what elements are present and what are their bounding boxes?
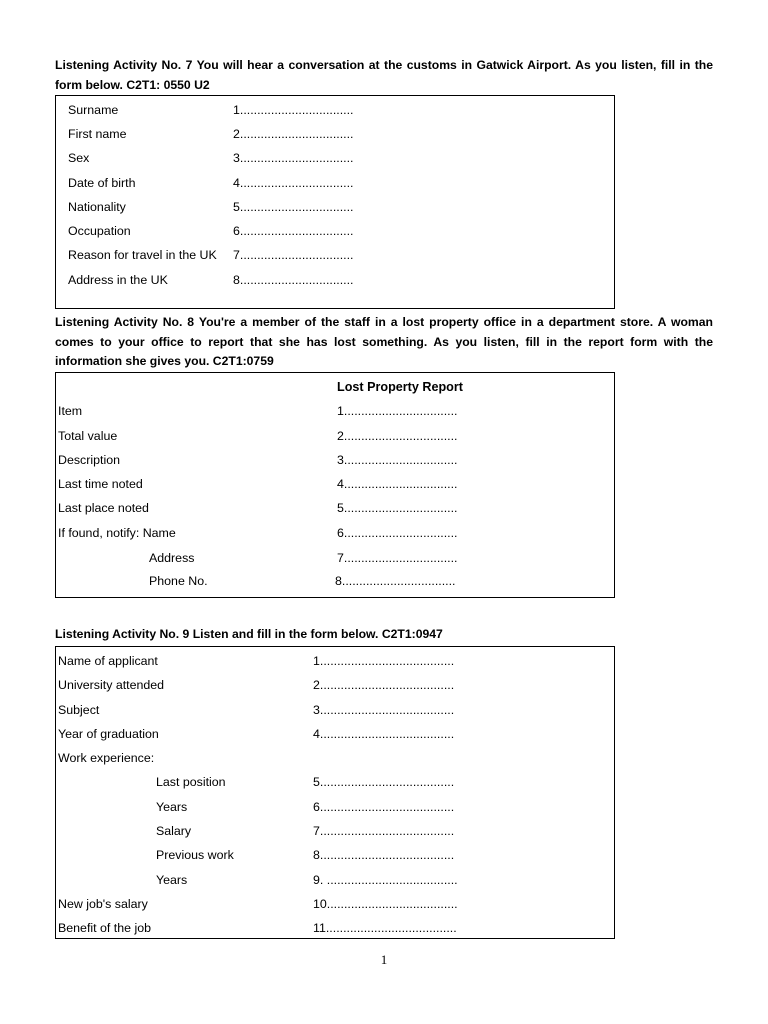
form-label: Address in the UK xyxy=(68,273,168,287)
answer-blank[interactable]: 4................................. xyxy=(337,477,458,491)
form-label: Previous work xyxy=(156,848,234,862)
answer-blank[interactable]: 8................................. xyxy=(335,574,456,588)
form-label: If found, notify: Name xyxy=(58,526,176,540)
activity-8-heading: Listening Activity No. 8 You're a member of the staff in a lost property office in a department store. A woman comes to your office to report that she has lost something. As you listen, fill in the report form with the information she gives you. C2T1:0759 xyxy=(55,315,713,368)
form-label: Total value xyxy=(58,429,118,443)
answer-blank[interactable]: 6................................. xyxy=(233,224,354,238)
page-number: 1 xyxy=(380,952,388,967)
form-label: Date of birth xyxy=(68,176,136,190)
answer-blank[interactable]: 7................................. xyxy=(233,248,354,262)
form-label: Years xyxy=(156,800,188,814)
form-label: Last place noted xyxy=(58,501,149,515)
form-label: Salary xyxy=(156,824,192,838)
answer-blank[interactable]: 2....................................... xyxy=(313,678,455,692)
activity-9-form xyxy=(55,646,615,939)
form-label: Reason for travel in the UK xyxy=(68,248,217,262)
form-label: Phone No. xyxy=(149,574,208,588)
answer-blank[interactable]: 10...................................... xyxy=(313,897,458,911)
form-label: Last time noted xyxy=(58,477,143,491)
answer-blank[interactable]: 3................................. xyxy=(337,453,458,467)
form-label: Surname xyxy=(68,103,119,117)
answer-blank[interactable]: 8................................. xyxy=(233,273,354,287)
form-label: First name xyxy=(68,127,127,141)
form-label: Description xyxy=(58,453,120,467)
answer-blank[interactable]: 3................................. xyxy=(233,151,354,165)
form-label: University attended xyxy=(58,678,165,692)
form-label: Address xyxy=(149,551,195,565)
form-label: Subject xyxy=(58,703,100,717)
form-label: Item xyxy=(58,404,83,418)
answer-blank[interactable]: 2................................. xyxy=(233,127,354,141)
answer-blank[interactable]: 3....................................... xyxy=(313,703,455,717)
answer-blank[interactable]: 1................................. xyxy=(337,404,458,418)
answer-blank[interactable]: 6....................................... xyxy=(313,800,455,814)
answer-blank[interactable]: 1................................. xyxy=(233,103,354,117)
answer-blank[interactable]: 5................................. xyxy=(337,501,458,515)
form-label: Nationality xyxy=(68,200,126,214)
activity-7-form xyxy=(55,95,615,309)
activity-7-heading: Listening Activity No. 7 You will hear a conversation at the customs in Gatwick Airport. As you listen, fill in the form below. C2T1: 0550 U2 xyxy=(55,58,713,92)
lost-property-report-title: Lost Property Report xyxy=(337,380,463,394)
answer-blank[interactable]: 9. ...................................... xyxy=(313,873,458,887)
answer-blank[interactable]: 5....................................... xyxy=(313,775,455,789)
form-label: Last position xyxy=(156,775,226,789)
form-label: New job's salary xyxy=(58,897,148,911)
form-label: Name of applicant xyxy=(58,654,158,668)
activity-8-form xyxy=(55,372,615,598)
answer-blank[interactable]: 2................................. xyxy=(337,429,458,443)
answer-blank[interactable]: 4................................. xyxy=(233,176,354,190)
form-label: Sex xyxy=(68,151,90,165)
activity-9-heading: Listening Activity No. 9 Listen and fill in the form below. C2T1:0947 xyxy=(55,627,443,641)
form-label: Years xyxy=(156,873,188,887)
answer-blank[interactable]: 11...................................... xyxy=(313,921,457,935)
answer-blank[interactable]: 8....................................... xyxy=(313,848,455,862)
form-label: Benefit of the job xyxy=(58,921,151,935)
answer-blank[interactable]: 6................................. xyxy=(337,526,458,540)
form-label: Work experience: xyxy=(58,751,155,765)
answer-blank[interactable]: 7....................................... xyxy=(313,824,455,838)
answer-blank[interactable]: 5................................. xyxy=(233,200,354,214)
answer-blank[interactable]: 4....................................... xyxy=(313,727,455,741)
form-label: Occupation xyxy=(68,224,131,238)
form-label: Year of graduation xyxy=(58,727,159,741)
answer-blank[interactable]: 1....................................... xyxy=(313,654,455,668)
answer-blank[interactable]: 7................................. xyxy=(337,551,458,565)
